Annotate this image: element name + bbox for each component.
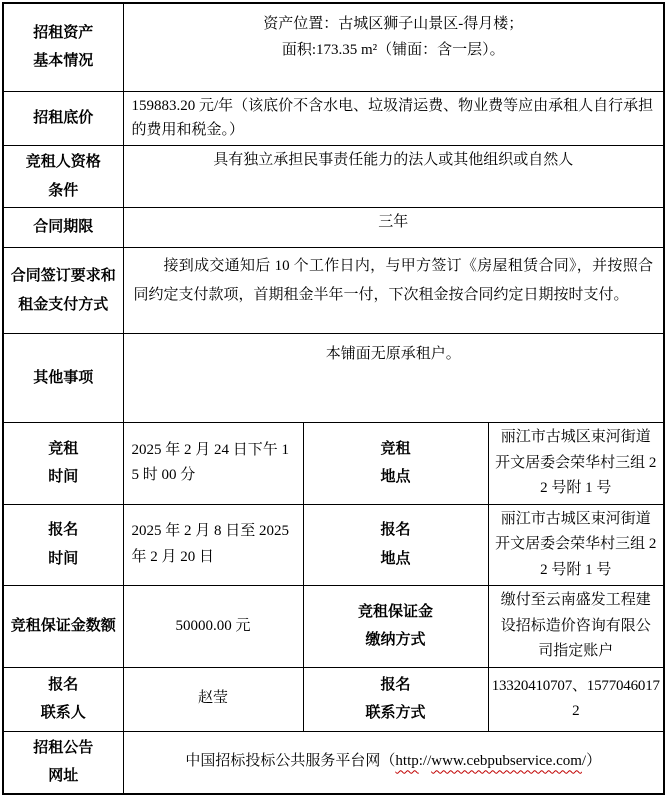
other-items-label: 其他事项	[3, 334, 123, 423]
deposit-method-value: 缴付至云南盛发工程建设招标造价咨询有限公司指定账户	[488, 586, 664, 668]
base-price-value: 159883.20 元/年（该底价不含水电、垃圾清运费、物业费等应由承租人自行承担的费用和税金。）	[123, 91, 664, 146]
contact-person-label: 报名 联系人	[3, 667, 123, 731]
registration-time-label: 报名 时间	[3, 504, 123, 586]
signing-requirements-value: 接到成交通知后 10 个工作日内，与甲方签订《房屋租赁合同》，并按照合同约定支付款项，首期租金半年一付，下次租金按合同约定日期按时支付。	[123, 248, 664, 334]
asset-location-text: 资产位置：古城区狮子山景区-得月楼；	[263, 16, 524, 32]
asset-info-value	[123, 3, 664, 91]
signing-requirements-label: 合同签订要求和 租金支付方式	[3, 248, 123, 334]
announcement-url-end: /）	[581, 753, 602, 770]
row-base-price	[3, 91, 664, 146]
row-contact	[3, 667, 664, 731]
announcement-site-name: 中国招标投标公共服务平台网（	[185, 753, 396, 770]
qualification-label: 竞租人资格 条件	[3, 146, 123, 208]
base-price-label: 招租底价	[3, 91, 123, 146]
row-asset-info	[3, 3, 664, 91]
row-other-items	[3, 334, 664, 423]
contact-info-value: 13320410707、15770460172	[488, 667, 664, 731]
contract-term-label: 合同期限	[3, 208, 123, 248]
deposit-amount-label: 竞租保证金数额	[3, 586, 123, 668]
qualification-value: 具有独立承担民事责任能力的法人或其他组织或自然人	[123, 146, 664, 208]
contact-person-value: 赵莹	[123, 667, 303, 731]
bid-place-label: 竞租 地点	[303, 423, 488, 505]
asset-area-text: 面积:173.35 m²（铺面：含一层）。	[281, 41, 505, 58]
announcement-url-scheme: http	[395, 753, 419, 770]
announcement-url-separator: ://	[418, 753, 432, 770]
announcement-url-value	[123, 731, 664, 794]
row-registration-time-place	[3, 504, 664, 586]
row-signing-requirements	[3, 248, 664, 334]
asset-info-label: 招租资产 基本情况	[3, 3, 123, 91]
bid-time-label: 竞租 时间	[3, 423, 123, 505]
leasing-announcement-table	[2, 2, 665, 795]
row-qualification	[3, 146, 664, 208]
contact-info-label: 报名 联系方式	[303, 667, 488, 731]
other-items-value: 本铺面无原承租户。	[123, 334, 664, 423]
bid-place-value: 丽江市古城区束河街道开文居委会荣华村三组 22 号附 1 号	[488, 423, 664, 505]
contract-term-value: 三年	[123, 208, 664, 248]
deposit-method-label: 竞租保证金 缴纳方式	[303, 586, 488, 668]
row-contract-term	[3, 208, 664, 248]
registration-time-value: 2025 年 2 月 8 日至 2025 年 2 月 20 日	[123, 504, 303, 586]
row-announcement-url	[3, 731, 664, 794]
row-bid-time-place	[3, 423, 664, 505]
registration-place-label: 报名 地点	[303, 504, 488, 586]
bid-time-value: 2025 年 2 月 24 日下午 15 时 00 分	[123, 423, 303, 505]
row-deposit	[3, 586, 664, 668]
announcement-url-label: 招租公告 网址	[3, 731, 123, 794]
announcement-url-host: www.cebpubservice.com	[431, 753, 582, 770]
deposit-amount-value: 50000.00 元	[123, 586, 303, 668]
registration-place-value: 丽江市古城区束河街道开文居委会荣华村三组 22 号附 1 号	[488, 504, 664, 586]
